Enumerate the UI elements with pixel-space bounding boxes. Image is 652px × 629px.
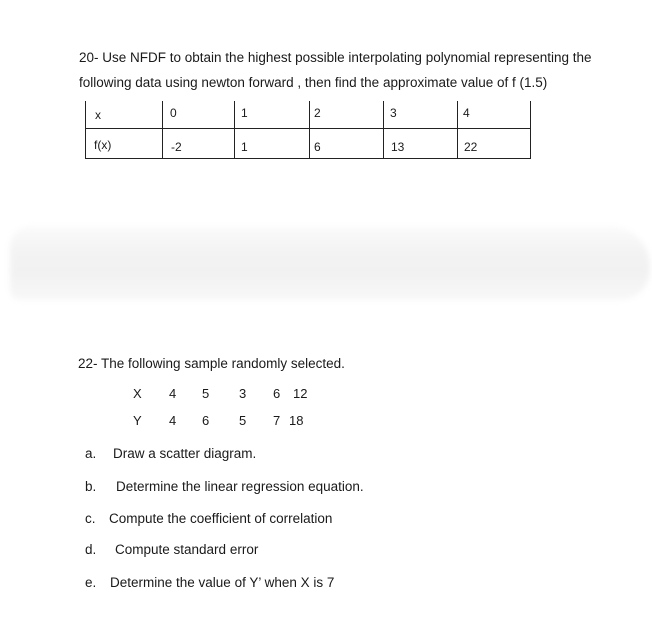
part-c-text: Compute the coefficient of correlation [109, 511, 333, 526]
q22-y-row [0, 413, 652, 433]
interpolation-table [85, 101, 531, 160]
q22-x-value: 6 [273, 386, 281, 401]
table-fx-label: f(x) [94, 138, 112, 152]
table-divider [234, 101, 235, 158]
q20-line-1: 20- Use NFDF to obtain the highest possible interpolating polynomial representing the [79, 50, 592, 65]
table-x-value: 3 [390, 106, 397, 120]
table-row-divider [85, 128, 531, 129]
table-divider [309, 101, 310, 158]
table-divider [457, 101, 458, 158]
table-divider [530, 101, 531, 158]
q22-y-value: 18 [289, 413, 304, 428]
part-a-letter: a. [85, 446, 97, 461]
table-x-label: x [95, 108, 101, 122]
table-x-value: 1 [241, 106, 248, 120]
table-fx-value: 1 [241, 140, 248, 154]
q22-x-label: X [133, 386, 142, 401]
q22-y-value: 6 [202, 413, 210, 428]
q20-line-2: following data using newton forward , then find the approximate value of f (1.5) [79, 75, 548, 90]
table-row-divider [85, 158, 531, 159]
table-fx-value: 13 [391, 140, 405, 154]
part-c-letter: c. [85, 511, 96, 526]
table-divider [383, 101, 384, 158]
q22-x-value: 5 [202, 386, 210, 401]
q22-x-row [0, 386, 652, 406]
q22-x-value: 4 [169, 386, 177, 401]
table-x-value: 2 [314, 106, 321, 120]
table-divider [162, 101, 163, 158]
part-d-letter: d. [85, 542, 97, 557]
q22-y-value: 7 [273, 413, 281, 428]
part-d-text: Compute standard error [115, 542, 259, 557]
q22-y-value: 4 [169, 413, 177, 428]
table-fx-value: -2 [171, 140, 182, 154]
q22-x-value: 12 [293, 386, 308, 401]
part-b-text: Determine the linear regression equation. [116, 479, 364, 494]
table-x-value: 0 [170, 106, 177, 120]
q22-y-value: 5 [239, 413, 247, 428]
table-x-value: 4 [463, 106, 470, 120]
table-divider [85, 101, 86, 158]
part-e-text: Determine the value of Y’ when X is 7 [110, 575, 335, 590]
table-fx-value: 22 [464, 140, 478, 154]
part-e-letter: e. [85, 575, 97, 590]
table-fx-value: 6 [314, 140, 321, 154]
q22-y-label: Y [133, 413, 142, 428]
q22-x-value: 3 [239, 386, 247, 401]
part-b-letter: b. [85, 479, 97, 494]
part-a-text: Draw a scatter diagram. [113, 446, 257, 461]
smudge-band [10, 226, 650, 300]
q22-title: 22- The following sample randomly selected. [78, 356, 345, 371]
